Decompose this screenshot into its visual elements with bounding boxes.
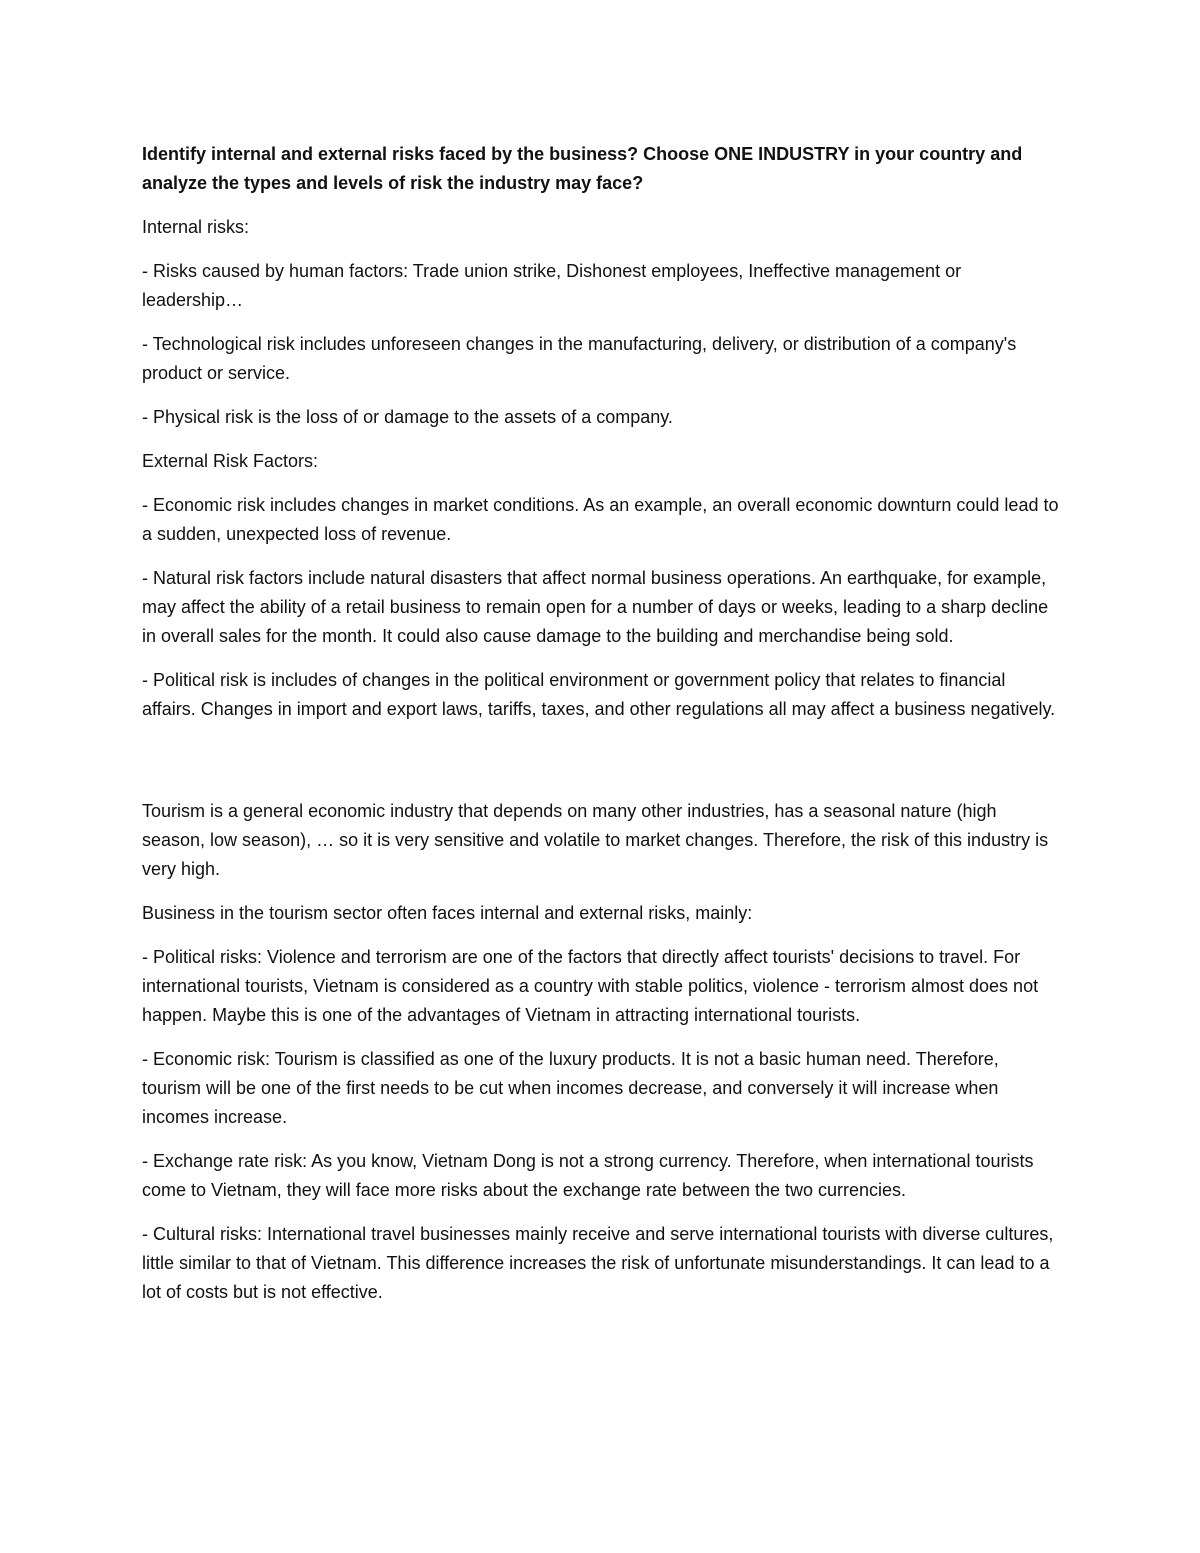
internal-risk-item: - Risks caused by human factors: Trade union strike, Dishonest employees, Ineffective management or leadership… [142,261,962,310]
tourism-risk-item: - Economic risk: Tourism is classified as one of the luxury products. It is not a basic human need. Therefore, tourism will be one of the first needs to be cut when incomes decrease, and conversely it will increase when incomes increase. [142,1049,999,1127]
tourism-risk-item: - Cultural risks: International travel businesses mainly receive and serve international tourists with diverse cultures, little similar to that of Vietnam. This difference increases the risk of unfortunate misunderstandings. It can lead to a lot of costs but is not effective. [142,1224,1054,1302]
internal-risks-heading: Internal risks: [142,217,250,237]
document-body [142,140,1062,1322]
document-title: Identify internal and external risks faced by the business? Choose ONE INDUSTRY in your country and analyze the types and levels of risk the industry may face? [142,144,1023,193]
tourism-lead: Business in the tourism sector often faces internal and external risks, mainly: [142,903,753,923]
external-risks-heading: External Risk Factors: [142,451,319,471]
external-risk-item: - Political risk is includes of changes in the political environment or government policy that relates to financial affairs. Changes in import and export laws, tariffs, taxes, and other regulations all may affect a business negatively. [142,670,1056,719]
internal-risk-item: - Technological risk includes unforeseen changes in the manufacturing, delivery, or distribution of a company's product or service. [142,334,1017,383]
internal-risk-item: - Physical risk is the loss of or damage to the assets of a company. [142,407,673,427]
external-risk-item: - Economic risk includes changes in market conditions. As an example, an overall economic downturn could lead to a sudden, unexpected loss of revenue. [142,495,1059,544]
tourism-risk-item: - Political risks: Violence and terrorism are one of the factors that directly affect tourists' decisions to travel. For international tourists, Vietnam is considered as a country with stable politics, violence - terrorism almost does not happen. Maybe this is one of the advantages of Vietnam in attracting international tourists. [142,947,1039,1025]
external-risk-item: - Natural risk factors include natural disasters that affect normal business operations. An earthquake, for example, may affect the ability of a retail business to remain open for a number of days or weeks, leading to a sharp decline in overall sales for the month. It could also cause damage to the building and merchandise being sold. [142,568,1049,646]
tourism-intro: Tourism is a general economic industry that depends on many other industries, has a seasonal nature (high season, low season), … so it is very sensitive and volatile to market changes. Therefore, the risk of this industry is very high. [142,801,1049,879]
section-spacer [142,739,1062,797]
tourism-risk-item: - Exchange rate risk: As you know, Vietnam Dong is not a strong currency. Therefore, when international tourists come to Vietnam, they will face more risks about the exchange rate between the two currencies. [142,1151,1034,1200]
